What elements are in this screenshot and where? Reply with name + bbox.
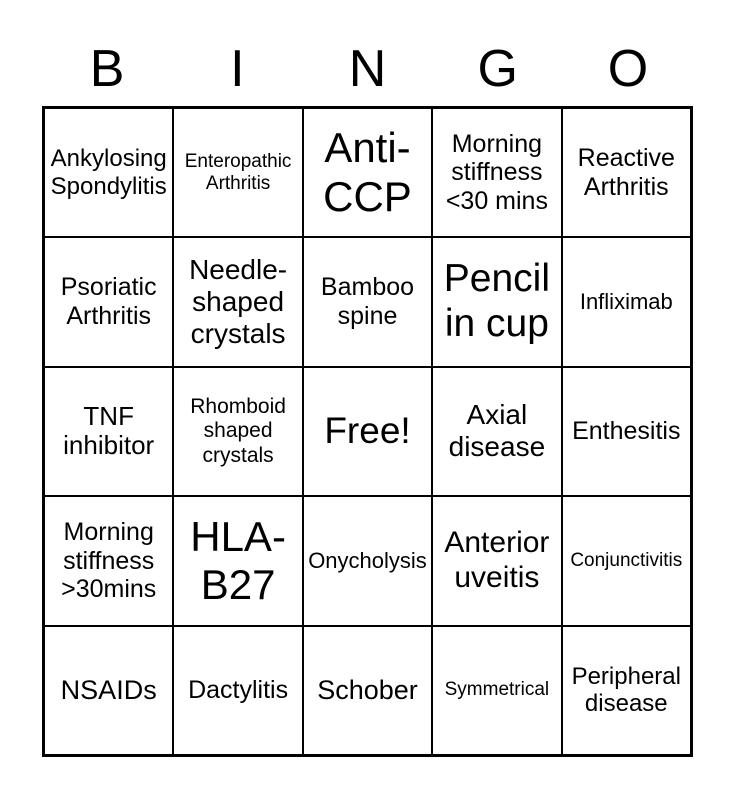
title-letter-g: G (477, 40, 518, 98)
bingo-cell[interactable]: TNF inhibitor (44, 367, 173, 496)
title-letter-o: O (607, 40, 649, 98)
bingo-cell[interactable]: Peripheral disease (562, 626, 691, 755)
bingo-cell-free[interactable]: Free! (303, 367, 432, 496)
bingo-cell[interactable]: Rhomboid shaped crystals (173, 367, 302, 496)
bingo-cell[interactable]: Enthesitis (562, 367, 691, 496)
bingo-cell[interactable]: Morning stiffness >30mins (44, 496, 173, 625)
bingo-cell[interactable]: Symmetrical (432, 626, 561, 755)
bingo-cell[interactable]: Ankylosing Spondylitis (44, 108, 173, 237)
bingo-cell[interactable]: Needle-shaped crystals (173, 237, 302, 366)
bingo-cell[interactable]: Infliximab (562, 237, 691, 366)
bingo-cell[interactable]: Conjunctivitis (562, 496, 691, 625)
bingo-cell[interactable]: Schober (303, 626, 432, 755)
bingo-cell[interactable]: Pencil in cup (432, 237, 561, 366)
bingo-cell[interactable]: Morning stiffness <30 mins (432, 108, 561, 237)
bingo-cell[interactable]: Anterior uveitis (432, 496, 561, 625)
bingo-cell[interactable]: Onycholysis (303, 496, 432, 625)
title-letter-b: B (89, 40, 125, 98)
title-letter-n: N (348, 40, 387, 98)
bingo-cell[interactable]: Bamboo spine (303, 237, 432, 366)
bingo-cell[interactable]: Psoriatic Arthritis (44, 237, 173, 366)
bingo-cell[interactable]: HLA-B27 (173, 496, 302, 625)
bingo-cell[interactable]: NSAIDs (44, 626, 173, 755)
title-letter-i: I (230, 40, 245, 98)
bingo-cell[interactable]: Dactylitis (173, 626, 302, 755)
bingo-title (42, 40, 693, 98)
bingo-cell[interactable]: Axial disease (432, 367, 561, 496)
bingo-grid (42, 106, 693, 757)
bingo-cell[interactable]: Reactive Arthritis (562, 108, 691, 237)
bingo-cell[interactable]: Anti-CCP (303, 108, 432, 237)
bingo-cell[interactable]: Enteropathic Arthritis (173, 108, 302, 237)
